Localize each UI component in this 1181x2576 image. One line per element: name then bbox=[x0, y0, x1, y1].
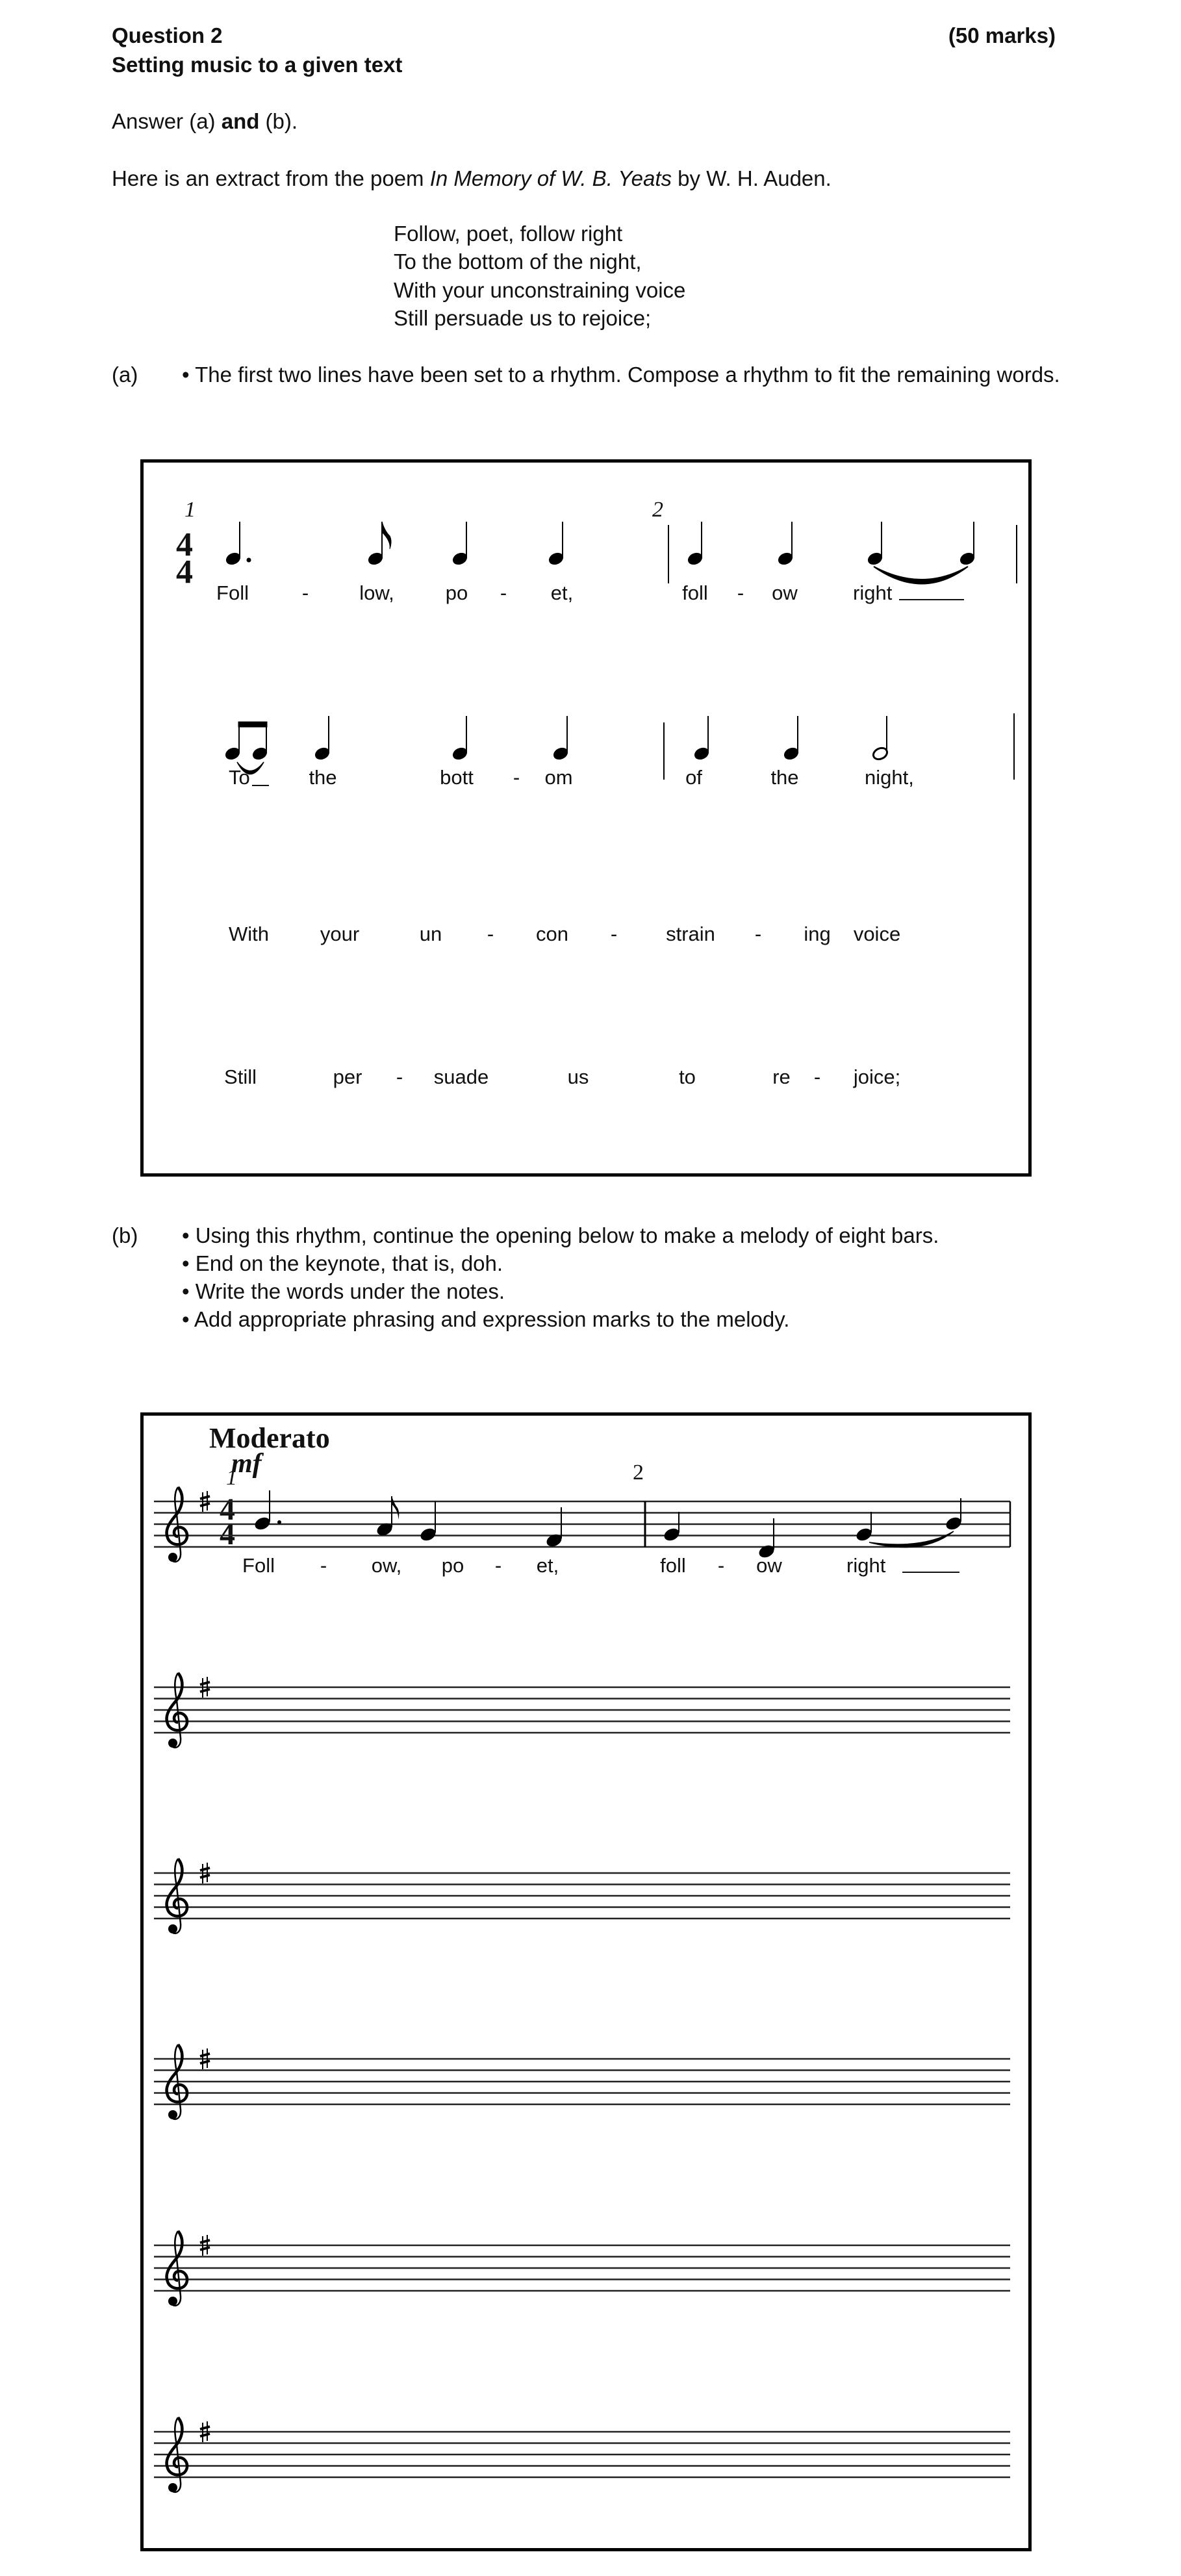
lyric-syllable: strain bbox=[666, 923, 715, 945]
bar-number-2: 2 bbox=[652, 498, 663, 522]
poem-line: With your unconstraining voice bbox=[394, 278, 686, 302]
poem-line: Follow, poet, follow right bbox=[394, 222, 623, 246]
lyric-hyphen: - bbox=[396, 1065, 403, 1088]
lyric-syllable: un bbox=[419, 923, 442, 945]
answer-text-bold: and bbox=[221, 109, 260, 133]
lyric-hyphen: - bbox=[754, 923, 762, 945]
staff-1 bbox=[154, 1487, 1010, 1562]
instruction-bullet: • Add appropriate phrasing and expression marks to the melody. bbox=[182, 1307, 790, 1331]
staff-3 bbox=[154, 1859, 1010, 1933]
melisma-line bbox=[902, 1572, 959, 1573]
bar-number-1: 1 bbox=[226, 1466, 237, 1490]
extract-text-post: by W. H. Auden. bbox=[672, 166, 832, 190]
extract-text-pre: Here is an extract from the poem bbox=[112, 166, 430, 190]
question-marks: (50 marks) bbox=[948, 23, 1056, 47]
lyric-hyphen: - bbox=[301, 581, 309, 604]
lyric-syllable: low, bbox=[359, 581, 394, 604]
lyric-syllable: of bbox=[685, 766, 702, 789]
lyric-syllable: con bbox=[536, 923, 568, 945]
bar-number-1: 1 bbox=[184, 498, 196, 522]
time-signature-bottom: 4 bbox=[220, 1517, 235, 1552]
lyric-syllable: ow bbox=[772, 581, 798, 604]
bar-number-2: 2 bbox=[633, 1460, 644, 1485]
lyric-syllable: et, bbox=[536, 1554, 559, 1577]
lyric-hyphen: - bbox=[717, 1554, 725, 1577]
lyric-syllable: joice; bbox=[853, 1065, 901, 1088]
tempo-marking: Moderato bbox=[209, 1422, 330, 1454]
staff-5 bbox=[154, 2231, 1010, 2306]
lyric-syllable: per bbox=[333, 1065, 362, 1088]
lyric-syllable: om bbox=[544, 766, 573, 789]
lyric-syllable: ing bbox=[804, 923, 831, 945]
question-subtitle: Setting music to a given text bbox=[112, 53, 403, 77]
time-signature-top: 4 bbox=[176, 526, 193, 563]
poem-line: Still persuade us to rejoice; bbox=[394, 306, 652, 330]
question-number: Question 2 bbox=[112, 23, 223, 47]
lyric-syllable: Foll bbox=[216, 581, 249, 604]
poem-line: To the bottom of the night, bbox=[394, 249, 642, 274]
lyric-syllable: po bbox=[445, 581, 468, 604]
lyric-hyphen: - bbox=[320, 1554, 327, 1577]
lyric-syllable: foll bbox=[682, 581, 708, 604]
lyric-syllable: Still bbox=[224, 1065, 257, 1088]
lyric-syllable: the bbox=[309, 766, 337, 789]
lyric-syllable: To bbox=[229, 766, 250, 789]
lyric-syllable: us bbox=[567, 1065, 589, 1088]
lyric-hyphen: - bbox=[737, 581, 744, 604]
lyric-syllable: With bbox=[229, 923, 269, 945]
lyric-syllable: et, bbox=[550, 581, 574, 604]
lyric-hyphen: - bbox=[513, 766, 520, 789]
time-signature-bottom: 4 bbox=[176, 553, 193, 591]
staff-4 bbox=[154, 2045, 1010, 2119]
lyric-hyphen: - bbox=[487, 923, 494, 945]
lyric-syllable: to bbox=[679, 1065, 696, 1088]
answer-text-pre: Answer (a) bbox=[112, 109, 222, 133]
lyric-syllable: re bbox=[772, 1065, 791, 1088]
instruction-bullet: • End on the keynote, that is, doh. bbox=[182, 1251, 503, 1275]
lyric-syllable: po bbox=[441, 1554, 464, 1577]
staff-2 bbox=[154, 1673, 1010, 1748]
lyric-syllable: right bbox=[846, 1554, 886, 1577]
lyric-hyphen: - bbox=[500, 581, 507, 604]
time-signature-top: 4 bbox=[220, 1492, 235, 1527]
lyric-syllable: the bbox=[770, 766, 799, 789]
lyric-syllable: suade bbox=[433, 1065, 489, 1088]
lyric-syllable: foll bbox=[660, 1554, 686, 1577]
part-a-instruction: • The first two lines have been set to a rhythm. Compose a rhythm to fit the remaining words. bbox=[182, 363, 1060, 387]
lyric-syllable: night, bbox=[865, 766, 914, 789]
lyric-syllable: ow, bbox=[371, 1554, 402, 1577]
staff-6 bbox=[154, 2417, 1010, 2492]
lyric-syllable: ow bbox=[756, 1554, 782, 1577]
part-a-label: (a) bbox=[112, 363, 138, 387]
poem-title: In Memory of W. B. Yeats bbox=[429, 166, 672, 190]
instruction-bullet: • Using this rhythm, continue the opening below to make a melody of eight bars. bbox=[182, 1223, 939, 1247]
instruction-bullet: • Write the words under the notes. bbox=[182, 1279, 505, 1303]
answer-text-post: (b). bbox=[259, 109, 298, 133]
lyric-syllable: right bbox=[853, 581, 893, 604]
lyric-hyphen: - bbox=[813, 1065, 821, 1088]
lyric-syllable: bott bbox=[440, 766, 474, 789]
dynamic-marking: mf bbox=[231, 1449, 262, 1479]
lyric-syllable: Foll bbox=[242, 1554, 275, 1577]
part-b-label: (b) bbox=[112, 1223, 138, 1247]
lyric-hyphen: - bbox=[610, 923, 618, 945]
lyric-syllable: your bbox=[320, 923, 360, 945]
lyric-hyphen: - bbox=[494, 1554, 502, 1577]
lyric-syllable: voice bbox=[853, 923, 901, 945]
